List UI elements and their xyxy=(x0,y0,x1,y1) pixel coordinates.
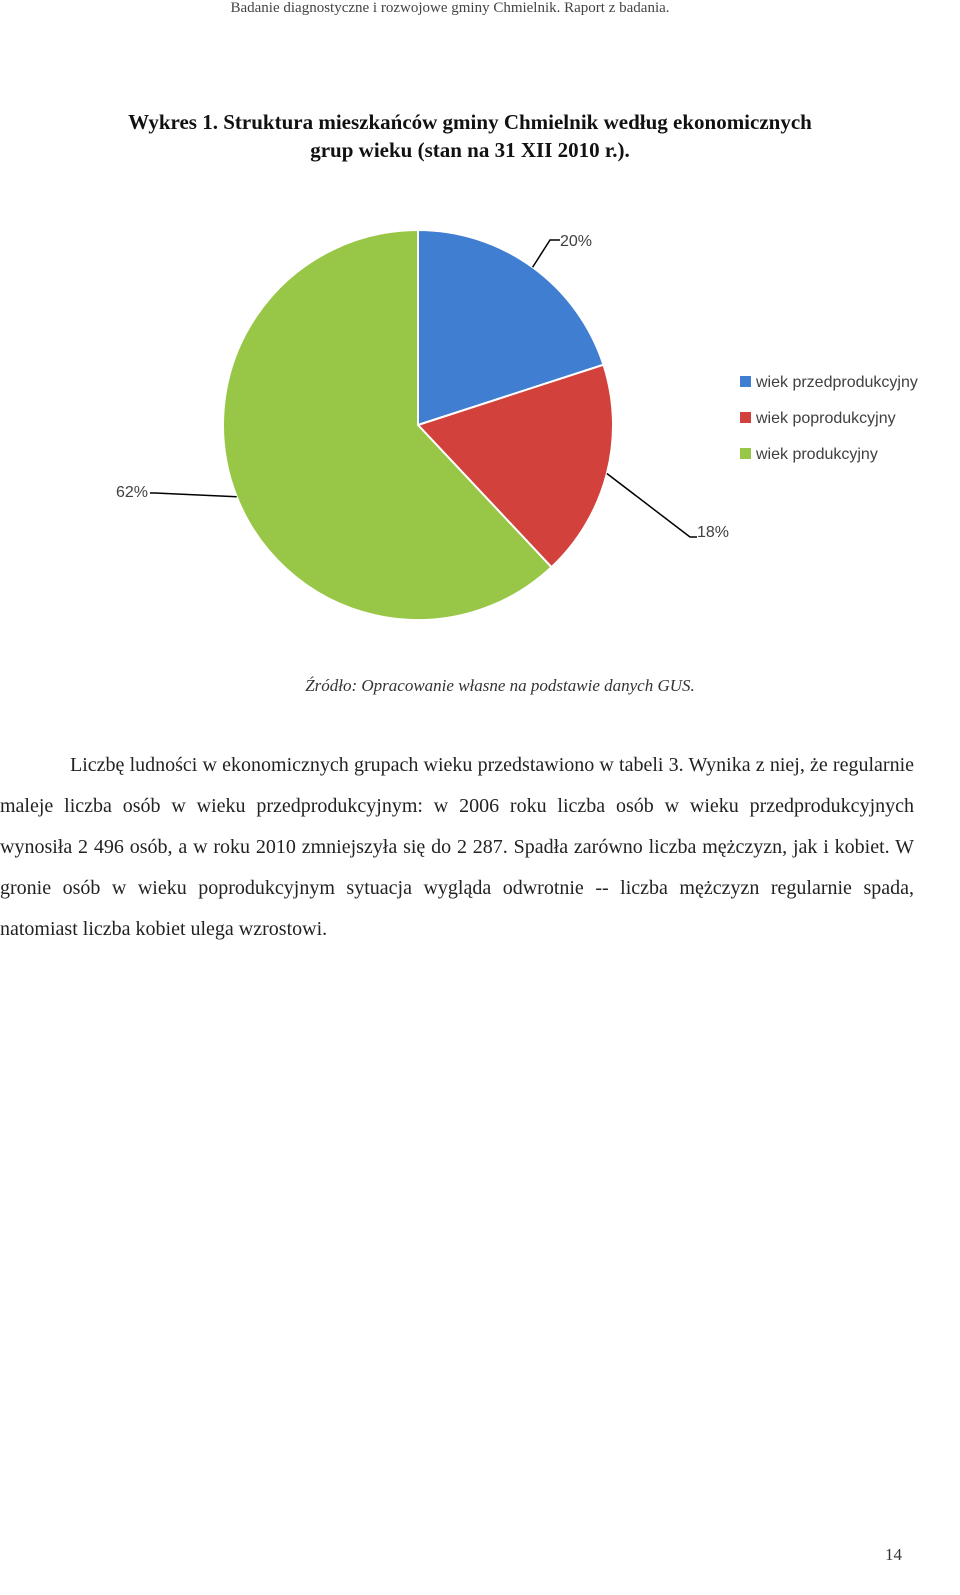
figure-title xyxy=(40,108,900,164)
body-paragraph: Liczbę ludności w ekonomicznych grupach wieku przedstawiono w tabeli 3. Wynika z niej, że regularnie maleje liczba osób w wieku przedprodukcyjnym: w 2006 roku liczba osób w wieku przedprodukcyjnych wynosiła 2 496 osób, a w roku 2010 zmniejszyła się do 2 287. Spadła zarówno liczba mężczyzn, jak i kobiet. W gronie osób w wieku poprodukcyjnym sytuacja wygląda odwrotnie -- liczba mężczyzn regularnie spada, natomiast liczba kobiet ulega wzrostowi. xyxy=(0,754,914,940)
legend-swatch-2 xyxy=(740,412,751,423)
figure-title-line-1: Wykres 1. Struktura mieszkańców gminy Chmielnik według ekonomicznych xyxy=(128,110,812,134)
figure-source: Źródło: Opracowanie własne na podstawie danych GUS. xyxy=(305,676,695,695)
legend-swatch-1 xyxy=(740,376,751,387)
page-header: Badanie diagnostyczne i rozwojowe gminy Chmielnik. Raport z badania. xyxy=(230,0,670,16)
pie-slices xyxy=(223,230,613,620)
figure-title-line-2: grup wieku (stan na 31 XII 2010 r.). xyxy=(310,138,630,162)
pie-label-2: 18% xyxy=(697,524,730,541)
legend-swatch-3 xyxy=(740,448,751,459)
legend-label-1: wiek przedprodukcyjny xyxy=(756,374,918,391)
page-number: 14 xyxy=(885,1545,902,1564)
pie-chart xyxy=(0,210,960,650)
leader-line-3 xyxy=(150,493,237,497)
legend-label-3: wiek produkcyjny xyxy=(756,446,878,463)
pie-label-1: 20% xyxy=(560,233,593,250)
leader-line-1 xyxy=(533,240,560,267)
pie-label-3: 62% xyxy=(115,484,148,501)
leader-line-2 xyxy=(607,473,697,537)
legend-label-2: wiek poprodukcyjny xyxy=(756,410,896,427)
chart-legend xyxy=(740,374,918,463)
